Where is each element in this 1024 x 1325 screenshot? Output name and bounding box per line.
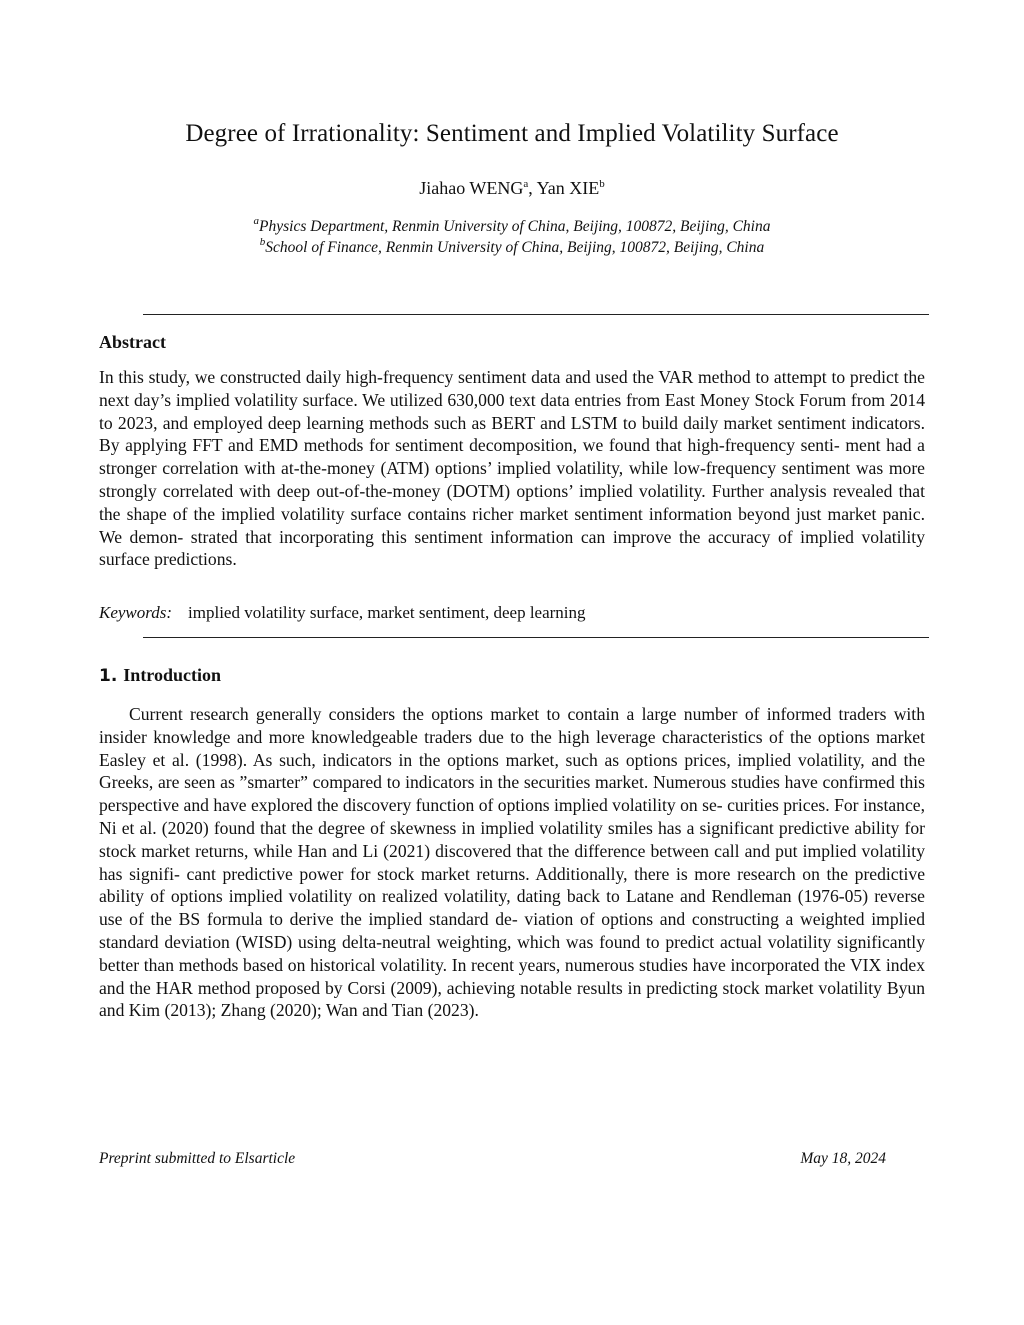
abstract-body: In this study, we constructed daily high-frequency sentiment data and used the VAR method to attempt to predict the next day’s implied volatility surface. We utilized 630,000 text data entries from East Money Stock Forum from 2014 to 2023, and employed deep learning methods such as BERT and LSTM to build daily market sentiment indicators. By applying FFT and EMD methods for sentiment decomposition, we found that high-frequency senti- ment had a stronger correlation with at-the-money (ATM) options’ implied volatility, while low-frequency sentiment was more strongly correlated with deep out-of-the-money (DOTM) options’ implied volatility. Further analysis revealed that the shape of the implied volatility surface contains richer market sentiment information beyond just market panic. We demon- strated that incorporating this sentiment information can improve the accuracy of implied volatility surface predictions. [99, 367, 925, 570]
affiliation-mark: a [253, 215, 260, 227]
section-title: Introduction [123, 665, 221, 685]
author-affiliation-mark: b [599, 178, 605, 190]
introduction-body: Current research generally considers the options market to contain a large number of informed traders with insider knowledge and more knowledgeable traders due to the high leverage characteristics of the options market Easley et al. (1998). As such, indicators in the options market, such as options prices, implied volatility, and the Greeks, are seen as ”smarter” compared to indicators in the securities market. Numerous studies have confirmed this perspective and have explored the discovery function of options implied volatility on se- curities prices. For instance, Ni et al. (2020) found that the degree of skewness in implied volatility smiles has a significant predictive ability for stock market returns, while Han and Li (2021) discovered that the difference between call and put implied volatility has signifi- cant predictive power for stock market returns. Additionally, there is more research on the predictive ability of options implied volatility on realized volatility, dating back to Latane and Rendleman (1976-05) reverse use of the BS formula to derive the implied standard de- viation of options and constructing a weighted implied standard deviation (WISD) using delta-neutral weighting, which was found to predict actual volatility significantly better than methods based on historical volatility. In recent years, numerous studies have incorporated the VIX index and the HAR method proposed by Corsi (2009), achieving notable results in predicting stock market volatility Byun and Kim (2013); Zhang (2020); Wan and Tian (2023). [99, 704, 925, 1021]
abstract-top-rule [143, 314, 929, 315]
keywords-text: implied volatility surface, market sentiment, deep learning [188, 603, 586, 622]
affiliation-text: Physics Department, Renmin University of China, Beijing, 100872, Beijing, China [259, 218, 771, 235]
affiliation-a [0, 215, 1024, 236]
affiliation-text: School of Finance, Renmin University of China, Beijing, 100872, Beijing, China [265, 239, 765, 256]
footer-preprint-note: Preprint submitted to Elsarticle [99, 1150, 296, 1167]
affiliation-b [0, 236, 1024, 257]
abstract-bottom-rule [143, 637, 929, 638]
author-line [0, 178, 1024, 199]
section-number: 1. [99, 666, 118, 686]
abstract-heading: Abstract [99, 332, 166, 352]
author-name: Jiahao WENG [419, 178, 524, 198]
author-name: Yan XIE [536, 178, 600, 198]
author-affiliation-mark: a [523, 178, 529, 190]
keywords-label: Keywords: [99, 603, 173, 622]
introduction-heading [99, 665, 221, 686]
footer-date: May 18, 2024 [800, 1150, 886, 1167]
paper-title: Degree of Irrationality: Sentiment and Implied Volatility Surface [185, 120, 839, 147]
author-separator: , [528, 178, 537, 198]
keywords-line [99, 603, 586, 623]
affiliation-mark: b [259, 236, 266, 248]
